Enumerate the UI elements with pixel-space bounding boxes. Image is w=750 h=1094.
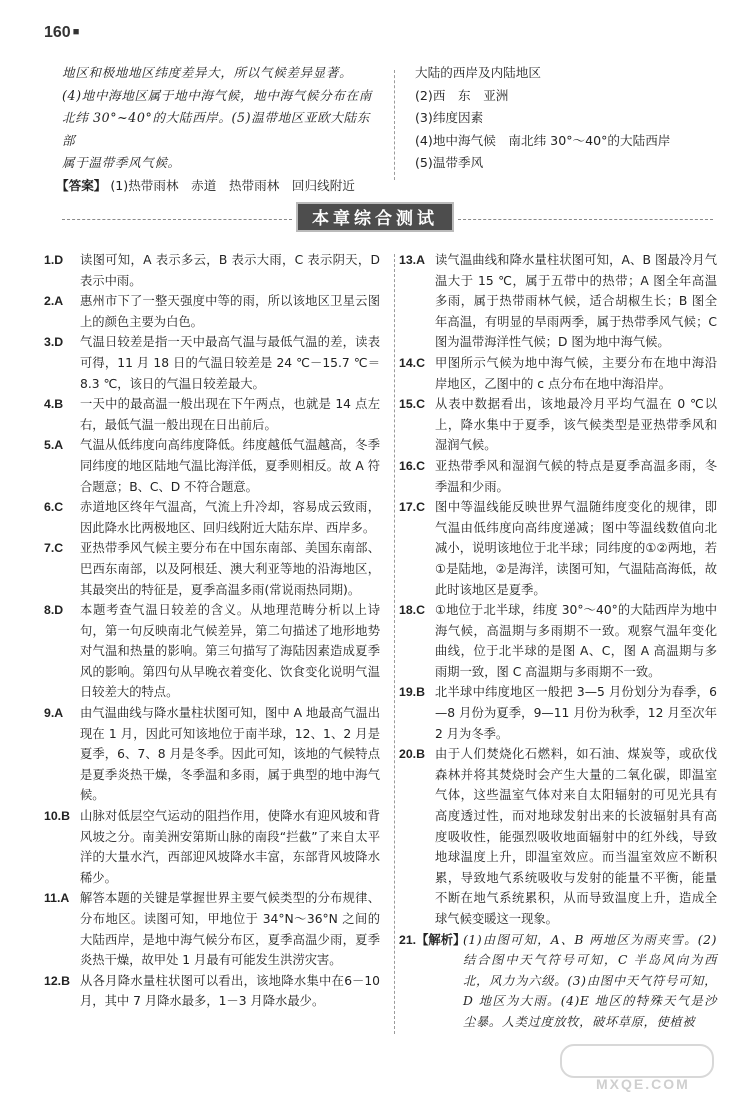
item-number: 6.C bbox=[44, 500, 64, 515]
answer-item bbox=[44, 394, 380, 435]
answer-line: (3)纬度因素 bbox=[415, 110, 484, 126]
answer-line bbox=[56, 175, 378, 198]
top-left-continuation bbox=[56, 62, 378, 198]
continuation-line: 属于温带季风气候。 bbox=[62, 155, 181, 171]
item-number: 12.B bbox=[44, 973, 70, 988]
item-number: 3.D bbox=[44, 335, 64, 350]
item-number: 7.C bbox=[44, 541, 64, 556]
item-explanation: 北半球中纬度地区一般把 3—5 月份划分为春季，6—8 月份为夏季，9—11 月份为秋季，12 月至次年 2 月为冬季。 bbox=[435, 685, 717, 741]
item-number: 17.C bbox=[399, 500, 425, 515]
item-explanation: (1)由图可知，A、B 两地区为雨夹雪。(2)结合图中天气符号可知，C 半岛风向为西北，风力为六级。(3)由图中天气符号可知，D 地区为大雨。(4)E 地区的特殊天气是沙尘暴。人类过度放牧，破坏草原，使植被 bbox=[463, 932, 717, 1029]
item-explanation: 亚热带季风气候主要分布在中国东南部、美国东南部、巴西东南部，以及阿根廷、澳大利亚等地的沿海地区，其最突出的特征是，夏季高温多雨(常说雨热同期)。 bbox=[80, 541, 380, 597]
item-number: 4.B bbox=[44, 397, 64, 412]
answer-item bbox=[399, 930, 717, 1033]
answer-item bbox=[44, 538, 380, 600]
page-number-text: 160 bbox=[44, 24, 71, 41]
item-explanation: 本题考查气温日较差的含义。从地理范畴分析以上诗句，第一句反映南北气候差异，第二句描述了地形地势对气温和热量的影响。第三句描写了海陆因素造成夏季风的影响。第四句从早晚衣着变化、饮食变化说明气温日较差大的特点。 bbox=[80, 603, 380, 700]
answer-tag: 【答案】 bbox=[56, 177, 107, 193]
continuation-line: (4)地中海地区属于地中海气候，地中海气候分布在南 bbox=[62, 87, 372, 103]
item-explanation: 解答本题的关键是掌握世界主要气候类型的分布规律、分布地区。读图可知，甲地位于 34°N～36°N 之间的大陆西岸，是地中海气候分布区，夏季高温少雨，夏季炎热干燥，故甲处 1 月最有可能发生洪涝灾害。 bbox=[80, 891, 380, 968]
section-header bbox=[0, 196, 750, 236]
answer-item bbox=[399, 250, 717, 353]
answer-line: (4)地中海气候 南北纬 30°～40°的大陆西岸 bbox=[415, 132, 671, 148]
item-number: 9.A bbox=[44, 706, 64, 721]
answers-right-column bbox=[399, 250, 717, 1033]
answer-item bbox=[399, 394, 717, 456]
column-divider-top bbox=[394, 70, 395, 180]
header-rule-left bbox=[62, 219, 292, 220]
item-number: 14.C bbox=[399, 355, 425, 370]
item-explanation: 图中等温线能反映世界气温随纬度变化的规律，即气温由低纬度向高纬度递减；图中等温线数值向北减小，说明该地位于北半球；同纬度的①②两地，若①是陆地，②是海洋，读图可知，气温陆高海低，故此时该地区是夏季。 bbox=[435, 500, 717, 597]
answer-item bbox=[399, 682, 717, 744]
watermark-seal-icon bbox=[560, 1044, 714, 1078]
answer-line: (5)温带季风 bbox=[415, 155, 484, 171]
answer-line: (2)西 东 亚洲 bbox=[415, 87, 509, 103]
item-number: 13.A bbox=[399, 253, 425, 267]
item-number: 11.A bbox=[44, 891, 70, 906]
answer-item bbox=[44, 435, 380, 497]
answer-line: 大陆的西岸及内陆地区 bbox=[415, 65, 541, 80]
answer-item bbox=[44, 291, 380, 332]
item-number: 5.A bbox=[44, 438, 64, 453]
item-explanation: 读图可知，A 表示多云，B 表示大雨，C 表示阴天，D 表示中雨。 bbox=[80, 253, 380, 288]
section-title: 本章综合测试 bbox=[296, 202, 454, 232]
item-explanation: 由气温曲线与降水量柱状图可知，图中 A 地最高气温出现在 1 月，因此可知该地位于南半球，12、1、2 月是夏季，6、7、8 月是冬季。因此可知，该地的气候特点是夏季炎热干燥，冬季温和多雨，属于典型的地中海气候。 bbox=[80, 706, 380, 803]
answer-item bbox=[44, 703, 380, 806]
item-number: 18.C bbox=[399, 603, 425, 618]
top-right-continuation bbox=[415, 62, 715, 175]
answer-item bbox=[44, 971, 380, 1012]
item-explanation: 亚热带季风和湿润气候的特点是夏季高温多雨，冬季温和少雨。 bbox=[435, 458, 717, 494]
item-number: 2.A bbox=[44, 294, 64, 309]
item-explanation: 山脉对低层空气运动的阻挡作用，使降水有迎风坡和背风坡之分。南美洲安第斯山脉的南段“拦截”了来自太平洋的大量水汽，西部迎风坡降水丰富，东部背风坡降水稀少。 bbox=[80, 809, 380, 885]
answer-item bbox=[44, 250, 380, 291]
item-number: 16.C bbox=[399, 458, 425, 473]
answers-left-column bbox=[44, 250, 380, 1012]
item-explanation: 甲图所示气候为地中海气候，主要分布在地中海沿岸地区，乙图中的 c 点分布在地中海沿岸。 bbox=[435, 355, 717, 391]
item-explanation: 惠州市下了一整天强度中等的雨，所以该地区卫星云图上的颜色主要为白色。 bbox=[80, 294, 380, 329]
item-explanation: 赤道地区终年气温高，气流上升冷却，容易成云致雨，因此降水比两极地区、回归线附近大陆东岸、西岸多。 bbox=[80, 500, 380, 535]
page-number bbox=[44, 24, 79, 42]
answer-item bbox=[399, 456, 717, 497]
item-number: 1.D bbox=[44, 253, 64, 267]
answer-item bbox=[44, 888, 380, 970]
watermark-text: MXQE.COM bbox=[596, 1076, 690, 1092]
item-number: 19.B bbox=[399, 685, 425, 700]
item-explanation: 读气温曲线和降水量柱状图可知，A、B 图最冷月气温大于 15 ℃，属于五带中的热带；A 图全年高温多雨，属于热带雨林气候，适合胡椒生长；B 图全年高温，有明显的旱雨两季，属于热带季风气候；C 图为温带海洋性气候；D 图为地中海气候。 bbox=[435, 253, 717, 350]
answer-text: (1)热带雨林 赤道 热带雨林 回归线附近 bbox=[110, 177, 355, 193]
continuation-line: 北纬 30°~40°的大陆西岸。(5)温带地区亚欧大陆东部 bbox=[62, 110, 370, 148]
answer-item bbox=[44, 497, 380, 538]
answer-item bbox=[399, 353, 717, 394]
item-explanation: 气温日较差是指一天中最高气温与最低气温的差，读表可得，11 月 18 日的气温日较差是 24 ℃－15.7 ℃＝8.3 ℃，该日的气温日较差最大。 bbox=[80, 335, 380, 391]
answer-item bbox=[44, 806, 380, 888]
watermark bbox=[560, 1044, 730, 1092]
item-explanation: 由于人们焚烧化石燃料，如石油、煤炭等，或砍伐森林并将其焚烧时会产生大量的二氧化碳，即温室气体，这些温室气体对来自太阳辐射的可见光具有高度透过性，而对地球发射出来的长波辐射具有高度吸收性，能强烈吸收地面辐射中的红外线，导致地球温度上升，即温室效应。而当温室效应不断积累，导致地气系统吸收与发射的能量不平衡，能量不断在地气系统累积，从而导致温度上升，造成全球气候变暖这一现象。 bbox=[435, 747, 717, 926]
answer-item bbox=[399, 744, 717, 929]
item-number: 21.【解析】 bbox=[399, 932, 466, 947]
item-explanation: 一天中的最高温一般出现在下午两点，也就是 14 点左右，最低气温一般出现在日出前后。 bbox=[80, 397, 380, 432]
continuation-line: 地区和极地地区纬度差异大，所以气候差异显著。 bbox=[62, 65, 353, 80]
header-rule-right bbox=[458, 219, 713, 220]
column-divider-bottom bbox=[394, 254, 395, 1034]
item-number: 10.B bbox=[44, 809, 70, 824]
answer-item bbox=[399, 600, 717, 682]
item-number: 8.D bbox=[44, 603, 64, 618]
item-explanation: 从各月降水量柱状图可以看出，该地降水集中在6－10 月，其中 7 月降水最多，1－3 月降水最少。 bbox=[80, 973, 380, 1009]
item-explanation: ①地位于北半球，纬度 30°～40°的大陆西岸为地中海气候，高温期与多雨期不一致。观察气温年变化曲线，位于北半球的是图 A、C，图 A 高温期与多雨期一致，图 C 高温期与多雨期不一致。 bbox=[435, 603, 717, 679]
item-explanation: 从表中数据看出，该地最冷月平均气温在 0 ℃以上，降水集中于夏季，该气候类型是亚热带季风和湿润气候。 bbox=[435, 397, 717, 453]
answer-item bbox=[44, 600, 380, 703]
item-number: 20.B bbox=[399, 747, 425, 762]
item-explanation: 气温从低纬度向高纬度降低。纬度越低气温越高，冬季同纬度的地区陆地气温比海洋低，夏季则相反。故 A 符合题意；B、C、D 不符合题意。 bbox=[80, 438, 380, 494]
page-mark: ■ bbox=[72, 26, 80, 38]
item-number: 15.C bbox=[399, 397, 425, 412]
answer-item bbox=[399, 497, 717, 600]
answer-item bbox=[44, 332, 380, 394]
